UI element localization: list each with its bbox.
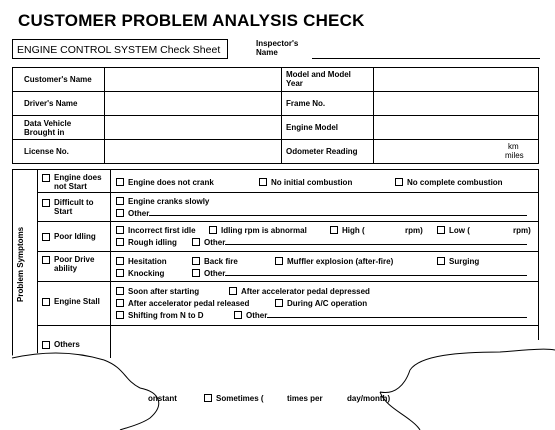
checkbox[interactable] (259, 178, 267, 186)
checkbox[interactable] (116, 209, 124, 217)
poor-idling-label: Poor Idling (54, 232, 96, 241)
option-back-fire[interactable] (192, 257, 238, 266)
page-title: CUSTOMER PROBLEM ANALYSIS CHECK (18, 11, 365, 30)
poor-idling-row (42, 233, 54, 243)
option-stall-other[interactable] (234, 311, 527, 320)
option-label: Low ( (449, 226, 470, 235)
option-label: After accelerator pedal depressed (241, 287, 370, 296)
inspector-name-label: Inspector's Name (256, 39, 299, 57)
option-during-ac-operation[interactable] (275, 299, 367, 308)
others-row (42, 341, 54, 351)
model-year-label: Model and Model Year (286, 70, 351, 88)
engine-does-not-start-row (42, 174, 54, 184)
option-no-complete-combustion[interactable] (395, 178, 503, 187)
checkbox[interactable] (330, 226, 338, 234)
checkbox[interactable] (116, 226, 124, 234)
difficult-to-start-label: Difficult to Start (54, 198, 94, 216)
option-label: Other (204, 269, 226, 278)
poor-drive-ability-row (42, 256, 54, 266)
odometer-reading-field[interactable] (375, 141, 500, 162)
option-label: Other (128, 209, 150, 218)
license-no-field[interactable] (106, 141, 280, 162)
option-label: Other (204, 238, 226, 247)
option-label: High ( (342, 226, 365, 235)
checkbox[interactable] (116, 269, 124, 277)
checkbox[interactable] (116, 178, 124, 186)
checkbox[interactable] (116, 287, 124, 295)
low-rpm-unit: rpm) (513, 226, 531, 235)
engine-does-not-start-label: Engine does not Start (54, 173, 102, 191)
option-label: During A/C operation (287, 299, 368, 308)
option-label: Rough idling (128, 238, 177, 247)
miles-unit: miles (505, 151, 524, 160)
checkbox[interactable] (192, 238, 200, 246)
option-low-rpm[interactable] (437, 226, 470, 235)
option-shifting-n-to-d[interactable] (116, 311, 204, 320)
option-label: Other (246, 311, 268, 320)
engine-model-field[interactable] (375, 117, 537, 138)
checkbox[interactable] (275, 299, 283, 307)
option-rough-idling[interactable] (116, 238, 177, 247)
poor-drive-ability-checkbox[interactable] (42, 256, 50, 264)
option-label: Hesitation (128, 257, 167, 266)
checkbox[interactable] (116, 311, 124, 319)
poor-drive-ability-label: Poor Drive ability (54, 255, 95, 273)
odometer-reading-label: Odometer Reading (286, 147, 358, 156)
option-label: Engine does not crank (128, 178, 214, 187)
poor-idling-checkbox[interactable] (42, 233, 50, 241)
option-surging[interactable] (437, 257, 479, 266)
checkbox[interactable] (192, 269, 200, 277)
checkbox[interactable] (116, 197, 124, 205)
option-label: After accelerator pedal released (128, 299, 250, 308)
constant-label: onstant (148, 394, 177, 403)
km-unit: km (508, 142, 519, 151)
checkbox[interactable] (204, 394, 212, 402)
engine-stall-label: Engine Stall (54, 297, 100, 306)
checkbox[interactable] (229, 287, 237, 295)
option-label: Surging (449, 257, 480, 266)
license-no-label: License No. (24, 147, 69, 156)
option-knocking[interactable] (116, 269, 164, 278)
option-label: Soon after starting (128, 287, 200, 296)
day-month-label: day/month) (347, 394, 391, 403)
frame-no-field[interactable] (375, 93, 537, 114)
option-label: Incorrect first idle (128, 226, 196, 235)
customer-name-label: Customer's Name (24, 75, 92, 84)
option-drive-other[interactable] (192, 269, 527, 278)
option-label: Knocking (128, 269, 165, 278)
option-soon-after-starting[interactable] (116, 287, 199, 296)
option-label: No initial combustion (271, 178, 353, 187)
checkbox[interactable] (116, 299, 124, 307)
high-rpm-unit: rpm) (405, 226, 423, 235)
engine-does-not-start-checkbox[interactable] (42, 174, 50, 182)
engine-stall-checkbox[interactable] (42, 298, 50, 306)
option-engine-cranks-slowly[interactable] (116, 197, 209, 206)
option-after-pedal-released[interactable] (116, 299, 249, 308)
other-input-line[interactable] (225, 275, 527, 276)
option-label: Muffler explosion (after-fire) (287, 257, 394, 266)
other-input-line[interactable] (225, 244, 527, 245)
checkbox[interactable] (209, 226, 217, 234)
option-incorrect-first-idle[interactable] (116, 226, 196, 235)
frame-no-label: Frame No. (286, 99, 326, 108)
option-label: Shifting from N to D (128, 311, 204, 320)
option-label: Idling rpm is abnormal (221, 226, 307, 235)
checkbox[interactable] (234, 311, 242, 319)
engine-model-label: Engine Model (286, 123, 338, 132)
option-engine-does-not-crank[interactable] (116, 178, 214, 187)
difficult-to-start-checkbox[interactable] (42, 199, 50, 207)
model-year-field[interactable] (375, 69, 537, 90)
option-label: Engine cranks slowly (128, 197, 210, 206)
data-vehicle-brought-in-field[interactable] (106, 117, 280, 138)
checkbox[interactable] (192, 257, 200, 265)
option-idling-other[interactable] (192, 238, 527, 247)
checkbox[interactable] (116, 257, 124, 265)
problem-symptoms-label: Problem Symptoms (16, 226, 25, 302)
others-label: Others (54, 340, 80, 349)
option-high-rpm[interactable] (330, 226, 365, 235)
option-muffler-explosion[interactable] (275, 257, 393, 266)
option-label: Back fire (204, 257, 238, 266)
other-input-line[interactable] (149, 215, 527, 216)
customer-name-field[interactable] (106, 69, 280, 90)
others-checkbox[interactable] (42, 341, 50, 349)
checkbox[interactable] (395, 178, 403, 186)
checkbox[interactable] (275, 257, 283, 265)
data-vehicle-brought-in-label: Data Vehicle Brought in (24, 119, 72, 137)
option-no-initial-combustion[interactable] (259, 178, 352, 187)
other-input-line[interactable] (267, 317, 527, 318)
drivers-name-field[interactable] (106, 93, 280, 114)
checkbox[interactable] (437, 257, 445, 265)
drivers-name-label: Driver's Name (24, 99, 78, 108)
option-hesitation[interactable] (116, 257, 167, 266)
option-sometimes[interactable] (204, 394, 264, 403)
option-difficult-other[interactable] (116, 209, 527, 218)
option-label: Sometimes ( (216, 394, 264, 403)
option-label: No complete combustion (407, 178, 503, 187)
times-per-label: times per (287, 394, 323, 403)
engine-stall-row (42, 298, 54, 308)
checkbox[interactable] (116, 238, 124, 246)
option-after-pedal-depressed[interactable] (229, 287, 370, 296)
sheet-name-box: ENGINE CONTROL SYSTEM Check Sheet (12, 39, 228, 59)
difficult-to-start-row (42, 199, 54, 209)
option-idling-rpm-abnormal[interactable] (209, 226, 307, 235)
checkbox[interactable] (437, 226, 445, 234)
